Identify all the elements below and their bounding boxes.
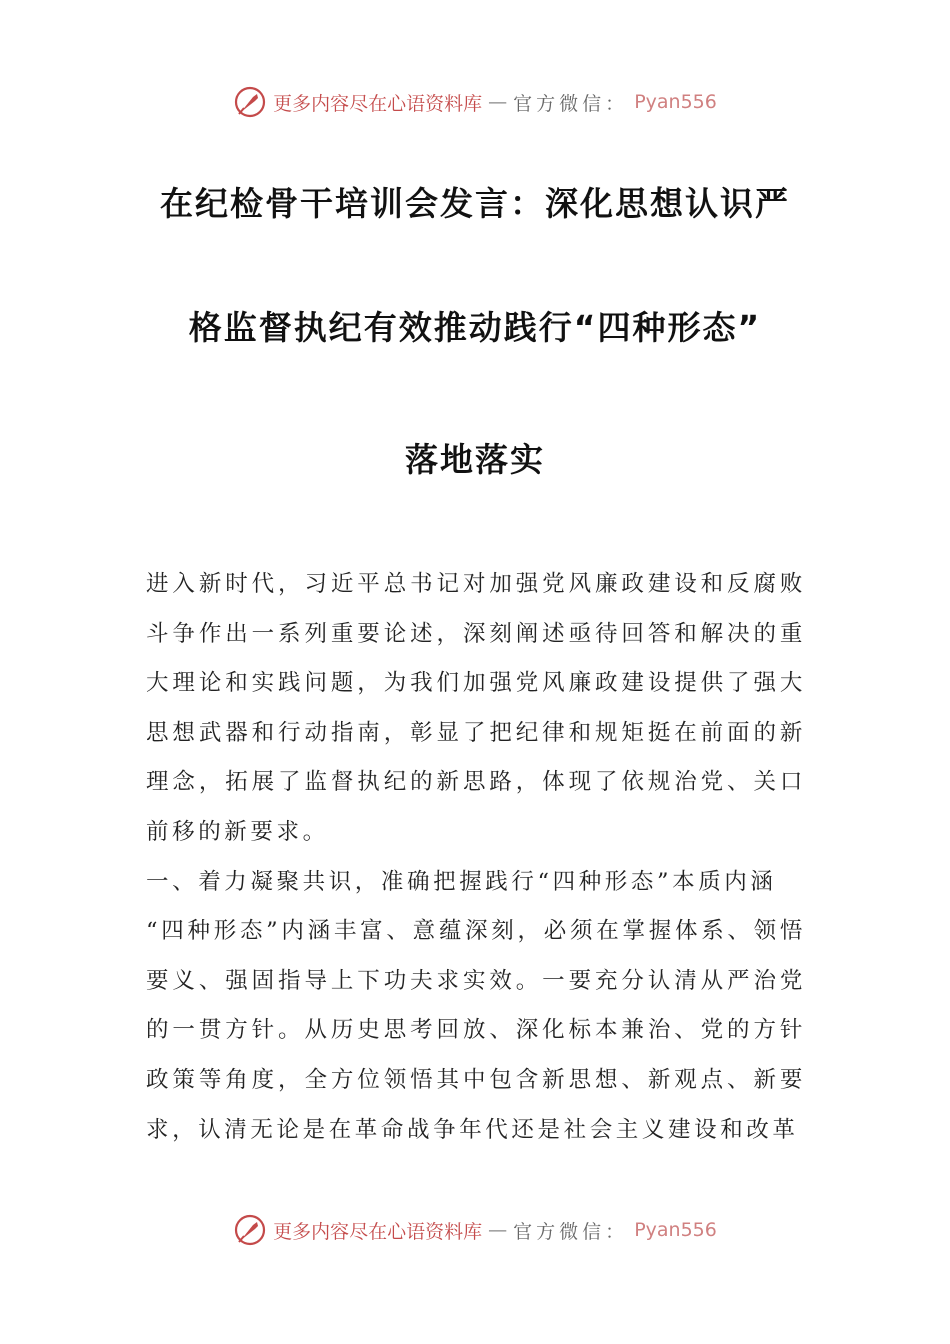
document-title-line-2: 格监督执纪有效推动践行“四种形态” [188, 308, 762, 347]
paragraph-intro: 进入新时代，习近平总书记对加强党风廉政建设和反腐败斗争作出一系列重要论述，深刻阐述亟待回答和解决的重大理论和实践问题，为我们加强党风廉政建设提供了强大思想武器和行动指南，彰显了把纪律和规矩挺在前面的新理念，拓展了监督执纪的新思路，体现了依规治党、关口前移的新要求。 [146, 571, 806, 845]
section-heading-1: 一、着力凝聚共识，准确把握践行“四种形态”本质内涵 [146, 868, 777, 895]
watermark-wechat-id: Pyan556 [634, 1219, 717, 1241]
header-watermark [0, 82, 950, 122]
document-body [146, 560, 806, 1155]
watermark-wechat-label: 官方微信： [513, 92, 629, 115]
watermark-wechat-label: 官方微信： [513, 1220, 629, 1243]
watermark-wechat-id: Pyan556 [634, 91, 717, 113]
document-title-line-3: 落地落实 [405, 440, 545, 479]
footer-watermark [0, 1210, 950, 1250]
pen-nib-logo-icon [233, 1213, 267, 1247]
watermark-brand: 更多内容尽在心语资料库 [273, 92, 483, 115]
pen-nib-logo-icon [233, 85, 267, 119]
document-title-line-1: 在纪检骨干培训会发言：深化思想认识严 [160, 184, 790, 223]
watermark-brand: 更多内容尽在心语资料库 [273, 1220, 483, 1243]
watermark-dash: — [488, 91, 508, 113]
paragraph-section-1: “四种形态”内涵丰富、意蕴深刻，必须在掌握体系、领悟要义、强固指导上下功夫求实效。一要充分认清从严治党的一贯方针。从历史思考回放、深化标本兼治、党的方针政策等角度，全方位领悟其中包含新思想、新观点、新要求，认清无论是在革命战争年代还是社会主义建设和改革 [146, 918, 806, 1143]
watermark-dash: — [488, 1219, 508, 1241]
